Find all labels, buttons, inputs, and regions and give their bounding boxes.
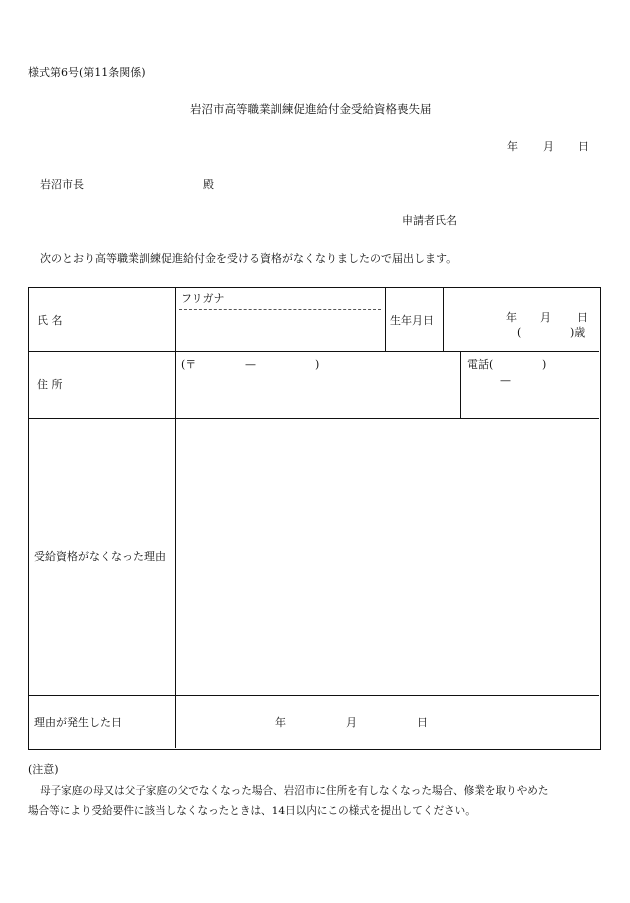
date-year: 年 <box>507 140 518 153</box>
recipient: 岩沼市長 <box>40 178 84 191</box>
address-label: 住 所 <box>37 378 63 391</box>
birth-label: 生年月日 <box>390 314 434 327</box>
furigana-label: フリガナ <box>181 292 225 305</box>
applicant-name-label: 申請者氏名 <box>402 214 457 227</box>
postal-close: ) <box>315 358 320 371</box>
occurrence-month: 月 <box>346 716 357 729</box>
intro-text: 次のとおり高等職業訓練促進給付金を受ける資格がなくなりましたので届出します。 <box>40 252 458 265</box>
date-month: 月 <box>543 140 554 153</box>
postal-open: (〒 <box>181 358 197 371</box>
birth-year: 年 <box>506 311 517 324</box>
postal-dash: — <box>245 358 256 371</box>
notes-line-2: 場合等により受給要件に該当しなくなったときは、14日以内にこの様式を提出してください。 <box>28 805 476 817</box>
phone-dash: — <box>500 374 511 387</box>
honorific: 殿 <box>203 178 214 191</box>
birth-month: 月 <box>540 311 551 324</box>
date-day: 日 <box>578 140 589 153</box>
occurrence-day: 日 <box>417 716 428 729</box>
notes-heading: (注意) <box>28 763 59 776</box>
form-number: 様式第6号(第11条関係) <box>28 66 146 79</box>
name-label: 氏 名 <box>37 314 63 327</box>
age-open: ( <box>517 326 522 339</box>
notes-line-1: 母子家庭の母又は父子家庭の父でなくなった場合、岩沼市に住所を有しなくなった場合、修業を取りやめた <box>40 785 549 797</box>
phone-close: ) <box>542 358 547 371</box>
document-title: 岩沼市高等職業訓練促進給付金受給資格喪失届 <box>190 102 432 116</box>
phone-open: 電話( <box>467 358 494 371</box>
occurrence-year: 年 <box>275 716 286 729</box>
occurrence-date-label: 理由が発生した日 <box>34 716 122 729</box>
age-close: )歳 <box>570 326 586 339</box>
birth-day: 日 <box>577 311 588 324</box>
form-table <box>28 287 601 750</box>
reason-label: 受給資格がなくなった理由 <box>34 550 166 563</box>
